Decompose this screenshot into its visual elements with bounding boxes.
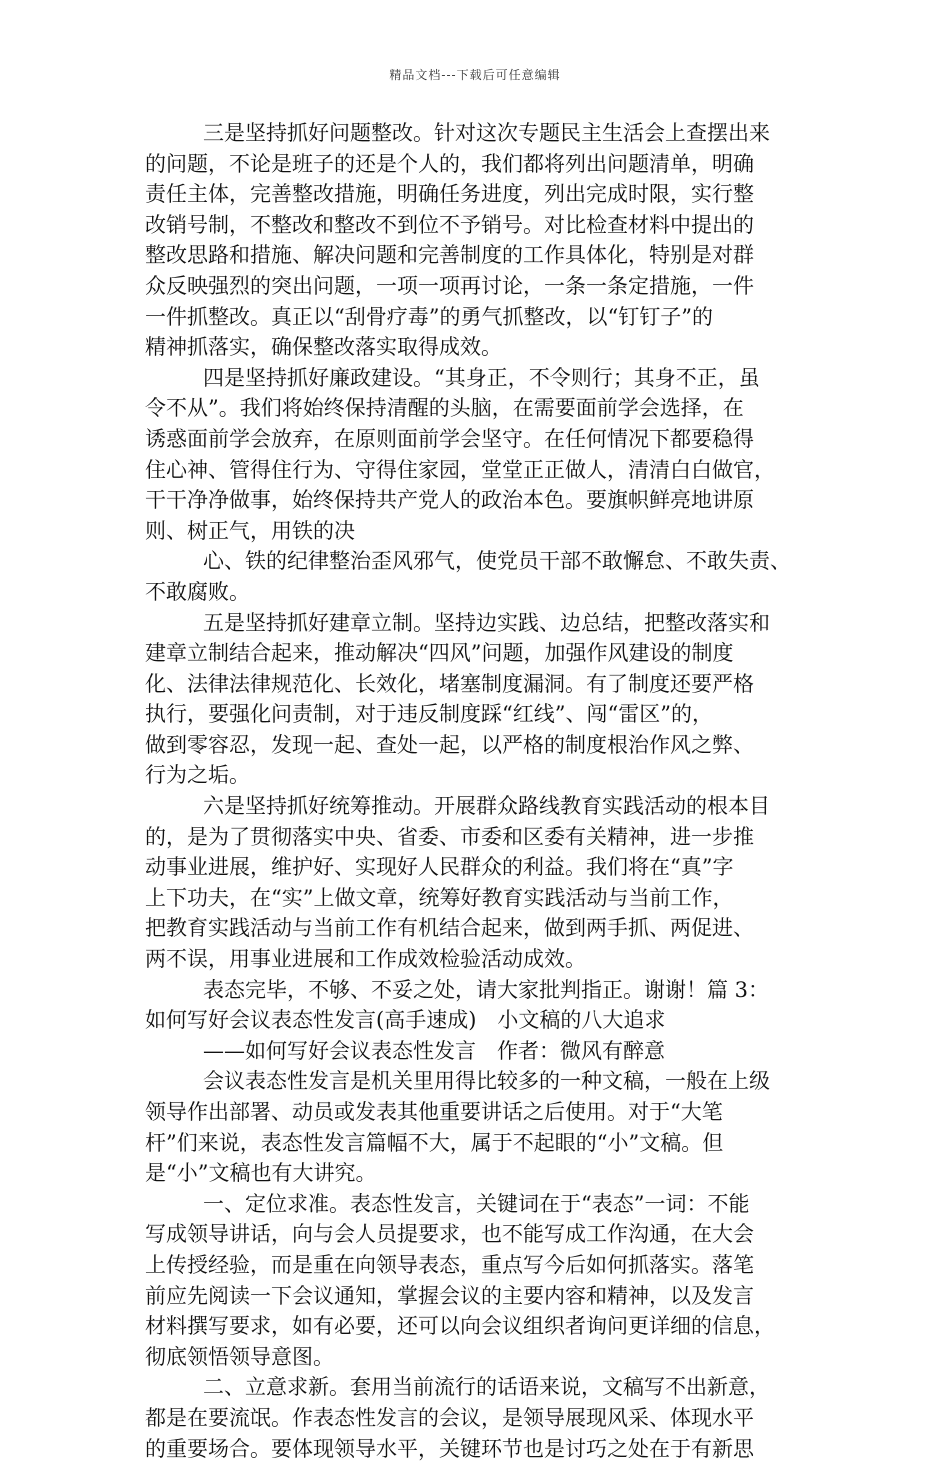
text-line: ——如何写好会议表态性发言 作者：微风有醉意 <box>203 1038 665 1063</box>
text-line: 二、立意求新。套用当前流行的话语来说，文稿写不出新意， <box>203 1375 770 1400</box>
text-line: 五是坚持抓好建章立制。坚持边实践、边总结，把整改落实和 <box>203 610 770 635</box>
text-line: 化、法律法律规范化、长效化，堵塞制度漏洞。有了制度还要严格 <box>145 671 754 696</box>
text-line: 诱惑面前学会放弃，在原则面前学会坚守。在任何情况下都要稳得 <box>145 426 754 451</box>
text-line: 住心神、管得住行为、守得住家园，堂堂正正做人，清清白白做官， <box>145 457 775 482</box>
document-body <box>145 118 823 1464</box>
text-line: 一、定位求准。表态性发言，关键词在于“表态”一词：不能 <box>203 1191 750 1216</box>
text-line: 领导作出部署、动员或发表其他重要讲话之后使用。对于“大笔 <box>145 1100 723 1124</box>
text-line: 如何写好会议表态性发言(高手速成) 小文稿的八大追求 <box>145 1008 666 1033</box>
text-line: 彻底领悟领导意图。 <box>145 1344 334 1369</box>
text-line: 心、铁的纪律整治歪风邪气，使党员干部不敢懈怠、不敢失责、 <box>203 549 791 574</box>
text-line: 执行，要强化问责制，对于违反制度踩“红线”、闯“雷区”的， <box>145 702 713 727</box>
text-line: 杆”们来说，表态性发言篇幅不大，属于不起眼的“小”文稿。但 <box>145 1130 724 1155</box>
text-line: 三是坚持抓好问题整改。针对这次专题民主生活会上查摆出来 <box>203 121 770 145</box>
text-line: 行为之垢。 <box>145 763 250 788</box>
text-line: 都是在要流氓。作表态性发言的会议，是领导展现风采、体现水平 <box>145 1405 754 1430</box>
text-line: 四是坚持抓好廉政建设。“其身正，不令则行；其身不正，虽 <box>203 365 760 390</box>
text-line: 上下功夫，在“实”上做文章，统筹好教育实践活动与当前工作， <box>145 885 734 910</box>
text-line: 做到零容忍，发现一起、查处一起，以严格的制度根治作风之弊、 <box>145 732 754 757</box>
text-line: 是“小”文稿也有大讲究。 <box>145 1161 377 1186</box>
text-line: 写成领导讲话，向与会人员提要求，也不能写成工作沟通，在大会 <box>145 1222 754 1247</box>
text-line: 改销号制，不整改和整改不到位不予销号。对比检查材料中提出的 <box>145 212 754 237</box>
text-line: 的重要场合。要体现领导水平，关键环节也是讨巧之处在于有新思 <box>145 1436 754 1461</box>
text-line: 材料撰写要求，如有必要，还可以向会议组织者询问更详细的信息， <box>145 1314 775 1339</box>
text-line: 两不误，用事业进展和工作成效检验活动成效。 <box>145 947 586 972</box>
text-line: 六是坚持抓好统筹推动。开展群众路线教育实践活动的根本目 <box>203 794 770 819</box>
text-line: 的问题，不论是班子的还是个人的，我们都将列出问题清单，明确 <box>145 151 754 176</box>
text-line: 建章立制结合起来，推动解决“四风”问题，加强作风建设的制度 <box>145 641 734 666</box>
text-line: 不敢腐败。 <box>145 579 250 604</box>
text-line: 动事业进展，维护好、实现好人民群众的利益。我们将在“真”字 <box>145 855 734 880</box>
page-header: 精品文档---下载后可任意编辑 <box>389 68 561 82</box>
text-line: 众反映强烈的突出问题，一项一项再讨论，一条一条定措施，一件 <box>145 273 754 298</box>
text-line: 责任主体，完善整改措施，明确任务进度，列出完成时限，实行整 <box>145 182 754 207</box>
text-line: 上传授经验，而是重在向领导表态，重点写今后如何抓落实。落笔 <box>145 1252 754 1277</box>
text-line: 则、树正气，用铁的决 <box>145 518 355 543</box>
text-line: 令不从”。我们将始终保持清醒的头脑，在需要面前学会选择，在 <box>145 396 744 421</box>
text-line: 精神抓落实，确保整改落实取得成效。 <box>145 335 502 360</box>
text-line: 表态完毕，不够、不妥之处，请大家批判指正。谢谢！篇 3： <box>203 977 770 1002</box>
text-line: 把教育实践活动与当前工作有机结合起来，做到两手抓、两促进、 <box>145 916 754 941</box>
text-line: 会议表态性发言是机关里用得比较多的一种文稿，一般在上级 <box>203 1069 770 1094</box>
text-line: 的，是为了贯彻落实中央、省委、市委和区委有关精神，进一步推 <box>145 824 754 849</box>
text-line: 干干净净做事，始终保持共产党人的政治本色。要旗帜鲜亮地讲原 <box>145 488 754 513</box>
text-line: 前应先阅读一下会议通知，掌握会议的主要内容和精神，以及发言 <box>145 1283 754 1308</box>
text-line: 一件抓整改。真正以“刮骨疗毒”的勇气抓整改，以“钉钉子”的 <box>145 304 713 329</box>
text-line: 整改思路和措施、解决问题和完善制度的工作具体化，特别是对群 <box>145 243 754 268</box>
